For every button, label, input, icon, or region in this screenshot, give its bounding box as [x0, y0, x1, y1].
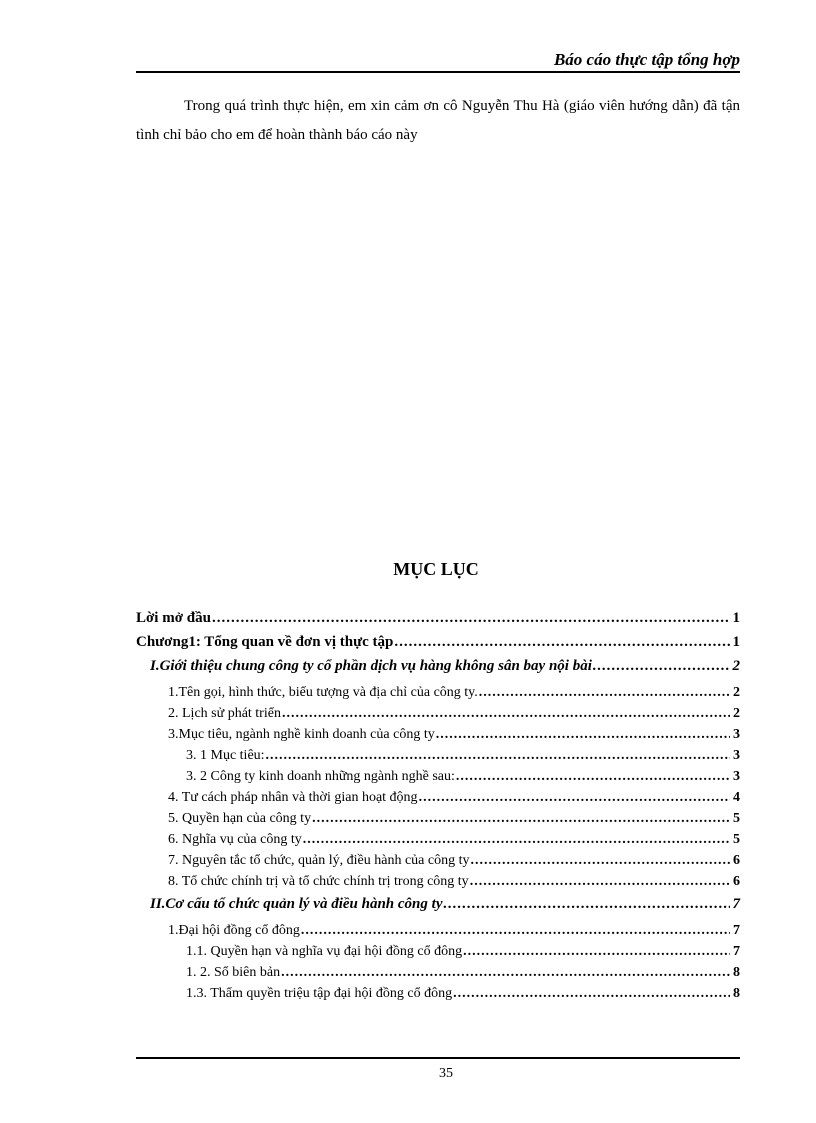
toc-entry-page: 2	[732, 658, 740, 674]
toc-entry-page: 5	[733, 832, 740, 847]
toc-entry-text: 3. 1 Mục tiêu:	[186, 745, 265, 766]
toc-entry-text: II.Cơ cấu tổ chức quản lý và điều hành công ty	[150, 892, 442, 916]
toc-entry-page: 4	[733, 790, 740, 805]
toc-entry[interactable]	[136, 606, 740, 630]
toc-entry[interactable]	[136, 703, 740, 724]
toc-entry-text: 1.1. Quyền hạn và nghĩa vụ đại hội đồng cổ đông	[186, 941, 462, 962]
toc-entry-page: 7	[733, 923, 740, 938]
toc-entry-text: 1. 2. Sổ biên bản	[186, 962, 280, 983]
toc-leader-dots	[436, 724, 730, 745]
toc-entry-page: 6	[733, 853, 740, 868]
toc-entry-text: 3. 2 Công ty kinh doanh những ngành nghề sau:	[186, 766, 455, 787]
toc-entry[interactable]	[136, 983, 740, 1004]
toc-entry-text: Lời mở đầu	[136, 606, 211, 630]
toc-leader-dots	[266, 745, 730, 766]
toc-entry[interactable]	[136, 920, 740, 941]
toc-entry[interactable]	[136, 682, 740, 703]
toc-leader-dots	[282, 703, 730, 724]
toc-entry-page: 8	[733, 965, 740, 980]
toc-entry[interactable]	[136, 724, 740, 745]
table-of-contents	[136, 606, 740, 1004]
toc-leader-dots	[470, 871, 730, 892]
toc-entry[interactable]	[136, 787, 740, 808]
toc-entry-page: 3	[733, 769, 740, 784]
toc-leader-dots	[312, 808, 730, 829]
toc-entry[interactable]	[136, 766, 740, 787]
footer-rule	[136, 1057, 740, 1059]
toc-entry-page: 5	[733, 811, 740, 826]
toc-entry-page: 2	[733, 706, 740, 721]
toc-entry-text: 1.Tên gọi, hình thức, biểu tượng và địa chỉ của công ty.	[168, 682, 478, 703]
toc-entry[interactable]	[136, 745, 740, 766]
toc-leader-dots	[301, 920, 730, 941]
toc-entry-page: 1	[732, 634, 740, 650]
header-rule	[136, 71, 740, 73]
toc-entry-text: 2. Lịch sử phát triển	[168, 703, 281, 724]
toc-entry-text: 1.3. Thẩm quyền triệu tập đại hội đồng cổ đông	[186, 983, 452, 1004]
toc-entry[interactable]	[136, 941, 740, 962]
toc-entry-text: I.Giới thiệu chung công ty cổ phần dịch vụ hàng không sân bay nội bài	[150, 654, 592, 678]
toc-title: MỤC LỤC	[393, 559, 479, 579]
toc-entry[interactable]	[136, 808, 740, 829]
toc-entry-text: 1.Đại hội đồng cổ đông	[168, 920, 300, 941]
page-number: 35	[439, 1066, 453, 1081]
toc-entry-page: 1	[732, 610, 740, 626]
toc-entry-text: 3.Mục tiêu, ngành nghề kinh doanh của công ty	[168, 724, 435, 745]
toc-entry-text: 5. Quyền hạn của công ty	[168, 808, 311, 829]
toc-entry[interactable]	[136, 850, 740, 871]
toc-leader-dots	[212, 606, 730, 630]
toc-entry-page: 3	[733, 727, 740, 742]
toc-entry-page: 3	[733, 748, 740, 763]
toc-leader-dots	[463, 941, 730, 962]
toc-leader-dots	[303, 829, 730, 850]
toc-entry-page: 8	[733, 986, 740, 1001]
toc-entry[interactable]	[136, 654, 740, 678]
toc-entry[interactable]	[136, 962, 740, 983]
toc-entry[interactable]	[136, 630, 740, 654]
toc-entry-page: 2	[733, 685, 740, 700]
toc-leader-dots	[281, 962, 730, 983]
toc-entry[interactable]	[136, 871, 740, 892]
toc-leader-dots	[471, 850, 731, 871]
toc-leader-dots	[443, 892, 730, 916]
toc-entry-page: 7	[733, 944, 740, 959]
toc-leader-dots	[456, 766, 730, 787]
toc-leader-dots	[419, 787, 730, 808]
toc-entry[interactable]	[136, 892, 740, 916]
toc-entry-text: Chương1: Tổng quan về đơn vị thực tập	[136, 630, 393, 654]
toc-entry-text: 8. Tổ chức chính trị và tổ chức chính trị trong công ty	[168, 871, 469, 892]
toc-leader-dots	[593, 654, 730, 678]
toc-entry[interactable]	[136, 829, 740, 850]
header-title: Báo cáo thực tập tổng hợp	[553, 50, 740, 69]
toc-entry-page: 6	[733, 874, 740, 889]
toc-entry-page: 7	[732, 896, 740, 912]
toc-leader-dots	[394, 630, 730, 654]
toc-entry-text: 4. Tư cách pháp nhân và thời gian hoạt động	[168, 787, 418, 808]
toc-leader-dots	[453, 983, 730, 1004]
toc-entry-text: 6. Nghĩa vụ của công ty	[168, 829, 302, 850]
intro-paragraph: Trong quá trình thực hiện, em xin cảm ơn cô Nguyễn Thu Hà (giáo viên hướng dẫn) đã tận tình chỉ bảo cho em để hoàn thành báo cáo này	[136, 98, 740, 143]
toc-leader-dots	[479, 682, 730, 703]
toc-entry-text: 7. Nguyên tắc tổ chức, quản lý, điều hành của công ty	[168, 850, 470, 871]
